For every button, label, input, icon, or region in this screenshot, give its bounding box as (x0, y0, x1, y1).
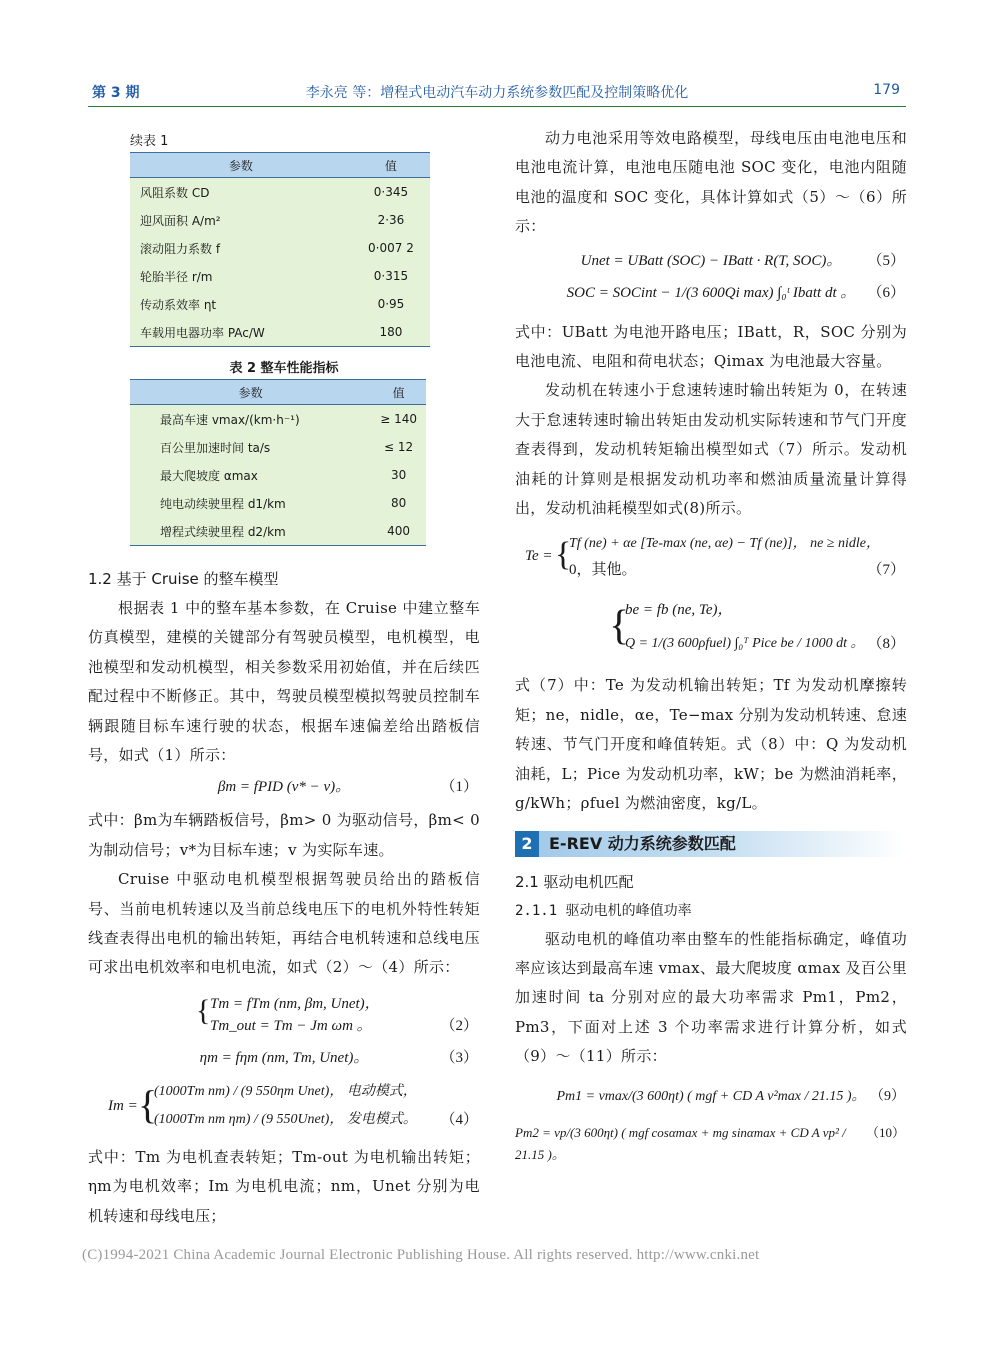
table-row (130, 206, 430, 234)
equation-lhs: Im = (108, 1097, 138, 1114)
table-cell: 滚动阻力系数 f (130, 234, 352, 262)
brace-icon: { (138, 1081, 158, 1127)
table-row (130, 290, 430, 318)
equation-body: βm = fPID (v* − v)。 (217, 779, 351, 796)
equation-body: Pm2 = vp/(3 600ηt) ( mgf cosαmax + mg sinαmax + CD A vp² / 21.15 )。 (515, 1124, 846, 1162)
section-title: E-REV 动力系统参数匹配 (549, 833, 736, 853)
equation-line: be = fb (ne, Te)， (625, 602, 733, 619)
paragraph: 式中：βm为车辆踏板信号，βm> 0 为驱动信号，βm< 0 为制动信号；v*为目标车速；v 为实际车速。 (88, 811, 480, 859)
equation-lhs: Te = (525, 548, 553, 565)
equation-7 (515, 533, 907, 585)
table2-col-value: 值 (371, 380, 426, 405)
equation-number: （7） (867, 562, 905, 579)
equation-number: （9） (870, 1088, 905, 1104)
equation-10 (515, 1122, 907, 1166)
paragraph: 发动机在转速小于怠速转速时输出转矩为 0，在转速大于怠速转速时输出转矩由发动机实际转速和节气门开度查表得到，发动机转矩输出模型如式（7）所示。发动机油耗的计算则是根据发动机功率和燃油质量流量计算得出，发动机油耗模型如式(8)所示。 (515, 381, 907, 518)
equation-line: Tf (ne) + αe [Te-max (ne, αe) − Tf (ne)]， ne ≥ nidle， (569, 536, 880, 552)
table-cell: 180 (352, 318, 430, 347)
equation-number: （5） (867, 252, 905, 269)
table-row (130, 178, 430, 207)
paragraph: 根据表 1 中的整车基本参数，在 Cruise 中建立整车仿真模型，建模的关键部分有驾驶员模型，电机模型，电池模型和发动机模型，相关参数采用初始值，并在后续匹配过程中不断修正。其中，驾驶员模型模拟驾驶员控制车辆跟随目标车速行驶的状态，根据车速偏差给出踏板信号，如式（1）所示： (88, 599, 480, 765)
equation-line: 0，其他。 (569, 562, 637, 579)
table-cell: 80 (371, 489, 426, 517)
paragraph: 式中：UBatt 为电池开路电压；IBatt，R，SOC 分别为电池电流、电阻和荷电状态；Qimax 为电池最大容量。 (515, 322, 907, 371)
subsection-heading: 2.1 驱动电机匹配 (515, 872, 634, 891)
equation-line: Tm_out = Tm − Jm ωm 。 (210, 1017, 372, 1034)
equation-8 (515, 597, 907, 661)
equation-body: SOC = SOCint − 1/(3 600Qi max) ∫₀ᵗ Ibatt dt 。 (566, 284, 856, 301)
equation-9 (515, 1086, 907, 1108)
table-row (130, 262, 430, 290)
paragraph: 驱动电机的峰值功率由整车的性能指标确定，峰值功率应该达到最高车速 vmax、最大爬坡度 αmax 及百公里加速时间 ta 分别对应的最大功率需求 Pm1，Pm2，Pm3，下面对上述 3 个功率需求进行计算分析，如式（9）～（11）所示： (515, 929, 907, 1066)
equation-6 (515, 282, 907, 304)
page-number: 179 (873, 82, 900, 98)
table-cell: ≥ 140 (371, 405, 426, 434)
table1-header-row (130, 153, 430, 178)
equation-number: （8） (867, 636, 905, 653)
table-cell: 0·95 (352, 290, 430, 318)
table-cell: 400 (371, 517, 426, 546)
equation-2 (88, 991, 480, 1037)
running-title: 李永亮 等：增程式电动汽车动力系统参数匹配及控制策略优化 (305, 85, 689, 101)
section-heading: 1.2 基于 Cruise 的整车模型 (88, 570, 279, 588)
section-number-badge: 2 (515, 831, 539, 857)
table-cell: 迎风面积 A/m² (130, 206, 352, 234)
equation-body: Unet = UBatt (SOC) − IBatt · R(T, SOC)。 (580, 252, 842, 269)
table-row (130, 318, 430, 347)
equation-number: （3） (440, 1049, 478, 1066)
equation-body: ηm = fηm (nm, Tm, Unet)。 (199, 1049, 369, 1066)
table-cell: 纯电动续驶里程 d1/km (130, 489, 371, 517)
running-header (88, 80, 906, 107)
table-cell: 最高车速 vmax/(km·h⁻¹) (130, 405, 371, 434)
equation-number: （4） (440, 1111, 478, 1128)
subsubsection-heading: 2.1.1 驱动电机的峰值功率 (515, 902, 692, 919)
table-cell: 0·345 (352, 178, 430, 207)
copyright-footer: (C)1994-2021 China Academic Journal Electronic Publishing House. All rights reserved. http://www.cnki.net (82, 1247, 760, 1263)
paragraph: Cruise 中驱动电机模型根据驾驶员给出的踏板信号、当前电机转速以及当前总线电压下的电机外特性转矩线查表得出电机的输出转矩，再结合电机转速和总线电压可求出电机效率和电机电流，如式（2）～（4）所示： (88, 870, 480, 977)
equation-line: (1000Tm nm) / (9 550ηm Unet)， 电动模式， (154, 1083, 417, 1099)
paragraph: 动力电池采用等效电路模型，母线电压由电池电压和电池电流计算，电池电压随电池 SOC 变化，电池内阻随电池的温度和 SOC 变化，具体计算如式（5）～（6）所示： (515, 129, 907, 236)
table-row (130, 517, 426, 546)
equation-number: （1） (440, 779, 478, 796)
table-cell: 风阻系数 CD (130, 178, 352, 207)
equation-line: (1000Tm nm ηm) / (9 550Unet)， 发电模式。 (154, 1111, 417, 1127)
table-row (130, 489, 426, 517)
table-cell: 0·315 (352, 262, 430, 290)
table-row (130, 405, 426, 434)
section-2-heading (515, 831, 907, 857)
table-cell: 30 (371, 461, 426, 489)
table-row (130, 461, 426, 489)
table-cell: 车载用电器功率 PAc/W (130, 318, 352, 347)
equation-3 (88, 1047, 480, 1069)
table-cell: ≤ 12 (371, 433, 426, 461)
brace-icon: { (555, 536, 572, 574)
table2-col-param: 参数 (130, 380, 371, 405)
table2-caption: 表 2 整车性能指标 (229, 361, 339, 376)
paragraph: 式中：Tm 为电机查表转矩；Tm-out 为电机输出转矩；ηm为电机效率；Im 为电机电流；nm，Unet 分别为电机转速和母线电压； (88, 1147, 480, 1225)
equation-4 (88, 1079, 480, 1137)
table1-col-param: 参数 (130, 153, 352, 178)
table1-caption: 续表 1 (130, 134, 169, 149)
right-column (515, 118, 907, 1166)
table-cell: 最大爬坡度 αmax (130, 461, 371, 489)
table-cell: 2·36 (352, 206, 430, 234)
table1 (130, 152, 430, 347)
table2-header-row (130, 380, 426, 405)
table2 (130, 379, 426, 546)
equation-number: （2） (440, 1017, 478, 1034)
table-cell: 传动系效率 ηt (130, 290, 352, 318)
table-cell: 0·007 2 (352, 234, 430, 262)
brace-icon: { (609, 603, 630, 650)
brace-icon: { (196, 993, 211, 1027)
equation-line: Tm = fTm (nm, βm, Unet)， (210, 995, 380, 1012)
issue-number: 第 3 期 (92, 85, 140, 101)
equation-line: Q = 1/(3 600ρfuel) ∫₀ᵀ Pice be / 1000 dt 。 (625, 636, 865, 652)
left-column (88, 118, 480, 1231)
table-row (130, 433, 426, 461)
equation-number: （10） (865, 1124, 905, 1140)
table-cell: 轮胎半径 r/m (130, 262, 352, 290)
equation-1 (88, 776, 480, 798)
paragraph: 式（7）中：Te 为发动机输出转矩；Tf 为发动机摩擦转矩；ne，nidle，αe，Te−max 分别为发动机转速、怠速转速、节气门开度和峰值转矩。式（8）中：Q 为发动机油耗，L；Pice 为发动机功率，kW；be 为燃油消耗率，g/kWh；ρfuel 为燃油密度，kg/L。 (515, 676, 907, 813)
equation-5 (515, 250, 907, 272)
table-cell: 增程式续驶里程 d2/km (130, 517, 371, 546)
table1-col-value: 值 (352, 153, 430, 178)
equation-number: （6） (867, 284, 905, 301)
table-cell: 百公里加速时间 ta/s (130, 433, 371, 461)
equation-body: Pm1 = vmax/(3 600ηt) ( mgf + CD A v²max / 21.15 )。 (556, 1088, 866, 1104)
table-row (130, 234, 430, 262)
